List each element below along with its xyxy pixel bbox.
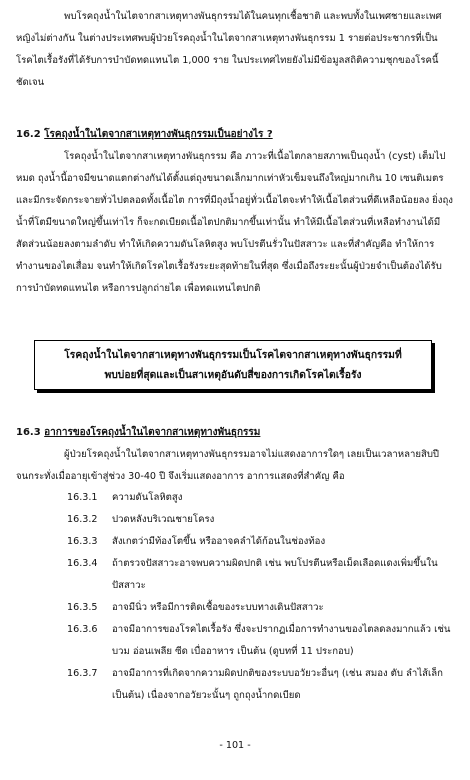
item-text: ปวดหลังบริเวณชายโครง: [112, 514, 215, 525]
symptoms-intro-paragraph: ผู้ป่วยโรคถุงน้ำในไตจากสาเหตุทางพันธุกรรมอาจไม่แสดงอาการใดๆ เลยเป็นเวลาหลายสิบปี จนกระทั่งเมื่ออายุเข้าสู่ช่วง 30-40 ปี จึงเริ่มแสดงอาการ อาการแสดงที่สำคัญ คือ: [16, 449, 440, 482]
item-text: อาจมีนิ่ว หรือมีการติดเชื้อของระบบทางเดินปัสสาวะ: [112, 602, 324, 613]
list-item: [0, 531, 470, 553]
callout-box: [34, 340, 432, 390]
item-text: สังเกตว่ามีท้องโตขึ้น หรืออาจคลำได้ก้อนในช่องท้อง: [112, 536, 326, 547]
list-item: [0, 597, 470, 619]
page-number: - 101 -: [219, 740, 251, 751]
item-text: ถ้าตรวจปัสสาวะอาจพบความผิดปกติ เช่น พบโปรตีนหรือเม็ดเลือดแดงเพิ่มขึ้นในปัสสาวะ: [112, 558, 438, 591]
intro-paragraph: พบโรคถุงน้ำในไตจากสาเหตุทางพันธุกรรมได้ในคนทุกเชื้อชาติ และพบทั้งในเพศชายและเพศหญิงไม่ต่างกัน ในต่างประเทศพบผู้ป่วยโรคถุงน้ำในไตจากสาเหตุทางพันธุกรรม 1 รายต่อประชากรที่เป็นโรคไตเรื้อรังที่ได้รับการบำบัดทดแทนไต 1,000 ราย ในประเทศไทยยังไม่มีข้อมูลสถิติความชุกของโรคนี้ชัดเจน: [16, 11, 442, 88]
list-item: [0, 509, 470, 531]
list-item: [0, 487, 470, 509]
section-heading-16-2: [16, 127, 273, 142]
section-number: 16.3: [16, 427, 41, 438]
list-item: [0, 553, 470, 597]
item-number: 16.3.4: [67, 558, 98, 569]
item-text: ความดันโลหิตสูง: [112, 492, 183, 503]
list-item: [0, 663, 470, 707]
item-number: 16.3.6: [67, 624, 98, 635]
item-text: อาจมีอาการของโรคไตเรื้อรัง ซึ่งจะปรากฏเมื่อการทำงานของไตลดลงมากแล้ว เช่น บวม อ่อนเพลีย ซีด เบื่ออาหาร เป็นต้น (ดูบทที่ 11 ประกอบ): [112, 624, 451, 657]
item-number: 16.3.5: [67, 602, 98, 613]
item-text: อาจมีอาการที่เกิดจากความผิดปกติของระบบอวัยวะอื่นๆ (เช่น สมอง ตับ ลำไส้เล็ก เป็นต้น) เนื่องจากอวัยวะนั้นๆ ถูกถุงน้ำกดเบียด: [112, 668, 443, 701]
item-number: 16.3.3: [67, 536, 98, 547]
definition-paragraph: โรคถุงน้ำในไตจากสาเหตุทางพันธุกรรม คือ ภาวะที่เนื้อไตกลายสภาพเป็นถุงน้ำ (cyst) เต็มไปหมด ถุงน้ำนี้อาจมีขนาดแตกต่างกันได้ตั้งแต่ถุงขนาดเล็กมากเท่าหัวเข็มจนถึงใหญ่มากเกิน 10 เซนติเมตร และมีกระจัดกระจายทั่วไปตลอดทั้งเนื้อไต การที่มีถุงน้ำอยู่ทั่วเนื้อไตจะทำให้เนื้อไตส่วนที่ดีเหลือน้อยลง ยิ่งถุงน้ำที่โตมีขนาดใหญ่ขึ้นเท่าไร ก็จะกดเบียดเนื้อไตปกติมากขึ้นเท่านั้น ทำให้มีเนื้อไตส่วนที่เหลือทำงานได้มีสัดส่วนน้อยลงตามลำดับ ทำให้เกิดความดันโลหิตสูง พบโปรตีนรั่วในปัสสาวะ และที่สำคัญคือ ทำให้การทำงานของไตเสื่อม จนทำให้เกิดโรคไตเรื้อรังระยะสุดท้ายในที่สุด ซึ่งเมื่อถึงระยะนั้นผู้ป่วยจำเป็นต้องได้รับการบำบัดทดแทนไต หรือการปลูกถ่ายไต เพื่อทดแทนไตปกติ: [16, 151, 453, 294]
item-number: 16.3.7: [67, 668, 98, 679]
callout-line-1: โรคถุงน้ำในไตจากสาเหตุทางพันธุกรรมเป็นโรคไตจากสาเหตุทางพันธุกรรมที่: [64, 349, 402, 361]
symptom-list: [0, 487, 470, 707]
section-title: โรคถุงน้ำในไตจากสาเหตุทางพันธุกรรมเป็นอย่างไร ?: [44, 129, 273, 140]
item-number: 16.3.1: [67, 492, 98, 503]
section-title: อาการของโรคถุงน้ำในไตจากสาเหตุทางพันธุกรรม: [44, 427, 261, 438]
callout-line-2: พบบ่อยที่สุดและเป็นสาเหตุอันดับสี่ของการเกิดโรคไตเรื้อรัง: [104, 369, 362, 381]
list-item: [0, 619, 470, 663]
section-heading-16-3: [16, 425, 260, 440]
section-number: 16.2: [16, 129, 41, 140]
item-number: 16.3.2: [67, 514, 98, 525]
